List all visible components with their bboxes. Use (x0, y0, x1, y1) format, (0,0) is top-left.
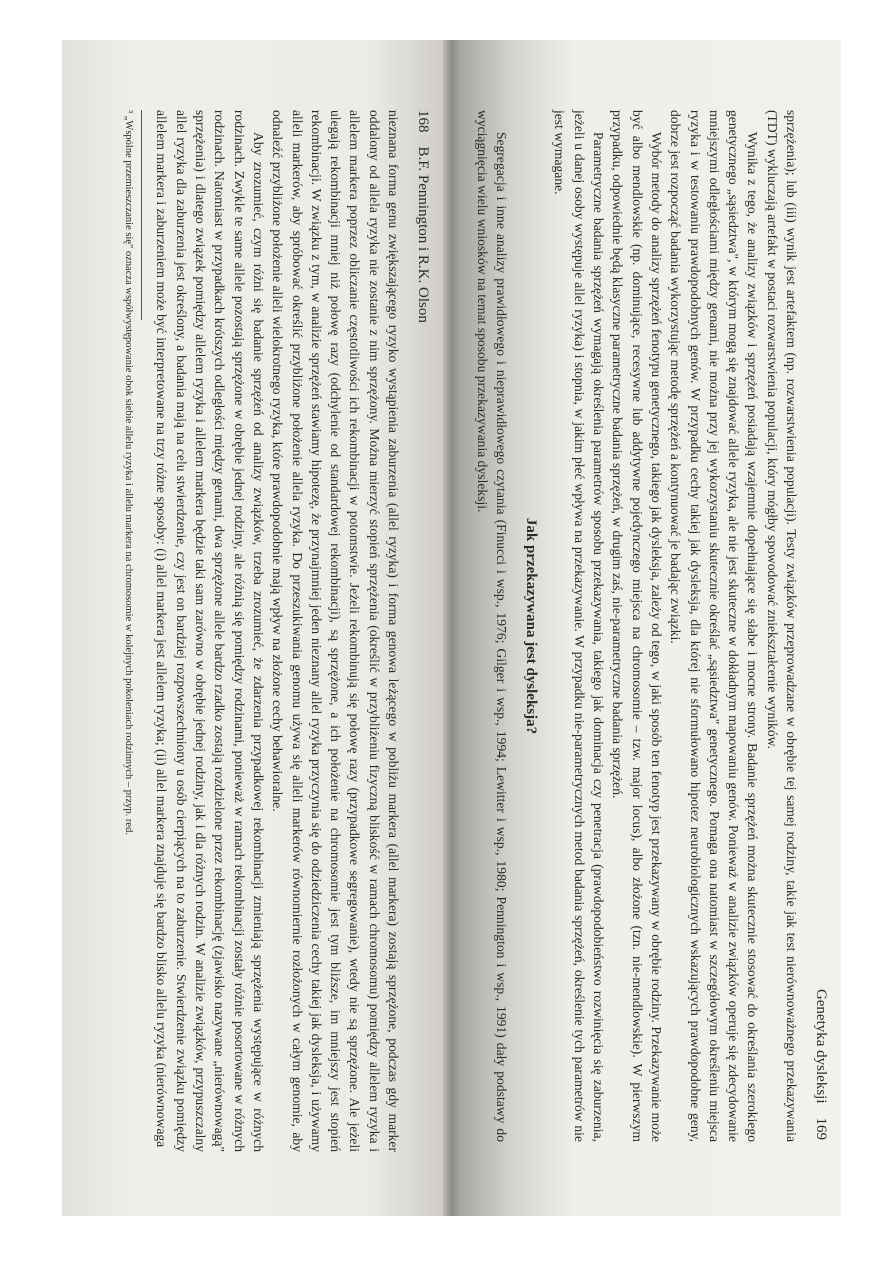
section-heading: Jak przekazywana jest dysleksja? (523, 517, 540, 735)
right-paragraph-3: Wybór metody do analizy sprzężeń fenotypu genetycznego, takiego jak dysleksja, zależy od tego, w jaki sposób ten fenotyp jest przekazywany w obrębie rodziny. Przekazywanie może być albo mendlowskie (np. dominujące, recesywne lub addytywne pojedynczego miejsca na chromosomie – tzw. major locus), albo złożone (tzn. nie-mendlowskie). W pierwszym przypadku, odpowiednie będą klasyczne parametryczne badania sprzężeń, w drugim zaś, nie-parametryczne badania sprzężeń. (610, 110, 664, 1142)
right-page-number: 169 (813, 1117, 830, 1140)
right-paragraph-4: Parametryczne badania sprzężeń wymagają określenia parametrów sposobu przekazywania, takiego jak dominacja czy penetracja (prawdopodobieństwo rozwinięcia się zaburzenia, jeżeli u danej osoby występuje allel ryzyka) i stopnia, w jakim płeć wpływa na przekazywanie. W przypadku nie-parametrycznych metod badania sprzężeń, określenie tych parametrów nie jest wymagane. (552, 110, 607, 1142)
scanned-book-spread (62, 40, 841, 1216)
right-paragraph-1: sprzężenia); lub (iii) wynik jest artefaktem (np. rozwarstwienia populacji). Testy związków przeprowadzane w obrębie tej samej rodziny, takie jak test nierównoważnego przekazywania (TDT) wykluczają artefakt w postaci rozwarstwienia populacji, który mógłby spowodować zniekształcenie wyników. (764, 110, 799, 1142)
left-page (62, 40, 443, 1216)
left-header (403, 80, 443, 1170)
right-page-content (472, 80, 841, 1160)
footnote: ³ „Wspólne przemieszczanie się" oznacza współwystępowanie obok siebie allelu ryzyka i allelu markera na chromosomie w kolejnych pokoleniach rodzinnych – przyp. red. (123, 110, 135, 835)
left-paragraph-2: Aby zrozumieć, czym różni się badanie sprzężeń od analizy związków, trzeba zrozumieć, że zdarzenia przypadkowej rekombinacji zmieniają sprzężenia występujące w różnych rodzinach. Zwykle te same allele pozostają sprzężone w obrębie jednej rodziny, ale różnią się pomiędzy rodzinami, ponieważ w ramach rekombinacji zostały różnie posortowane w różnych rodzinach. Natomiast w przypadkach krótszych odległości między genami, dwa sprzężone allele bardzo rzadko zostają rozdzielone przez rekombinację (zjawisko nazywane „nierównowagą" sprzężenia) i dlatego związek pomiędzy allelem ryzyka i allelem markera będzie taki sam zarówno w obrębie jednej rodziny, jak i dla różnych rodzin. W analizie związków, przypuszczalny allel ryzyka dla zaburzenia jest określony, a badania mają na celu stwierdzenie, czy jest on bardziej rozpowszechniony u osób cierpiących na to zaburzenie. Stwierdzenie związku pomiędzy allelem markera i zaburzeniem może być interpretowane na trzy różne sposoby: (i) allel markera jest allelem ryzyka; (ii) allel markera znajduje się bardzo blisko allelu ryzyka (nierównowaga (154, 110, 266, 1152)
section-paragraph: Segregacja i inne analizy prawidłowego i nieprawidłowego czytania (Finucci i wsp., 1976; Gilger i wsp., 1994; Lewitter i wsp., 1980; Pennington i wsp., 1991) dały podstawy do wyciągnięcia wielu wniosków na temat sposobu przekazywania dysleksji. (474, 110, 509, 1142)
book-gutter (443, 40, 460, 1216)
right-page (460, 40, 841, 1216)
left-paragraph-1: nieznana forma genu zwiększającego ryzyko wystąpienia zaburzenia (allel ryzyka) i forma genowa leżącego w pobliżu markera (allel markera) zostają sprzężone, podczas gdy marker oddalony od allela ryzyka nie zostanie z nim sprzężony. Można mierzyć stopień sprzężenia (określić w przybliżeniu fizyczną bliskość w ramach chromosomu) pomiędzy allelem ryzyka i allelem markera poprzez obliczanie częstotliwości ich rekombinacji w potomstwie. Jeżeli rekombinują się połowę razy (przypadkowe segregowanie), wtedy nie są sprzężone. Ale jeżeli ulegają rekombinacji mniej niż połowę razy (odchylenie od standardowej rekombinacji), są sprzężone, a ich położenie na chromosomie jest tym bliższe, im mniejszy jest stopień rekombinacji. W związku z tym, w analizie sprzężeń stawiamy hipotezę, że przynajmniej jeden nieznany allel ryzyka przyczynia się do odziedziczenia cechy takiej jak dysleksja, i używamy alleli markerów, aby spróbować określić przybliżone położenie allela ryzyka. Do przeszukiwania genomu używa się alleli markerów równomiernie rozłożonych w całym genomie, aby odnaleźć przybliżone położenie alleli wielokrotnego ryzyka, które prawdopodobnie mają wpływ na złożone cechy behawioralne. (270, 110, 401, 1152)
right-running-head: Genetyka dysleksji (813, 988, 830, 1104)
left-running-head: B.F. Pennington i R.K. Olson (415, 146, 432, 323)
right-paragraph-2: Wynika z tego, że analizy związków i sprzężeń posiadają wzajemnie dopełniające się słabe i mocne strony. Badanie sprzężeń można skutecznie stosować do określania szerokiego genetycznego „sąsiedztwa", w którym mogą się znajdować allele ryzyka, ale nie jest skuteczne w dokładnym mapowaniu genów. Ponieważ w analizie związków operuje się zdecydowanie mniejszymi odległościami między genami, nie można przy jej wykorzystaniu skutecznie określać „sąsiedztwa" genetycznego. Pomaga ona natomiast w szczegółowym określeniu miejsca ryzyka i w testowaniu prawdopodobnych genów. W przypadku cechy takiej jak dysleksja, dla której nie sformułowano hipotez neurobiologicznych wskazujących prawdopodobne geny, dobrze jest rozpocząć badania wykorzystując metodę sprzężeń a kontynuować je badając związki. (668, 110, 761, 1142)
left-body (121, 80, 403, 1170)
right-body (472, 80, 801, 1160)
right-header (801, 80, 841, 1160)
left-page-content (121, 80, 443, 1170)
left-page-number: 168 (415, 110, 432, 133)
footnote-rule (141, 110, 142, 320)
